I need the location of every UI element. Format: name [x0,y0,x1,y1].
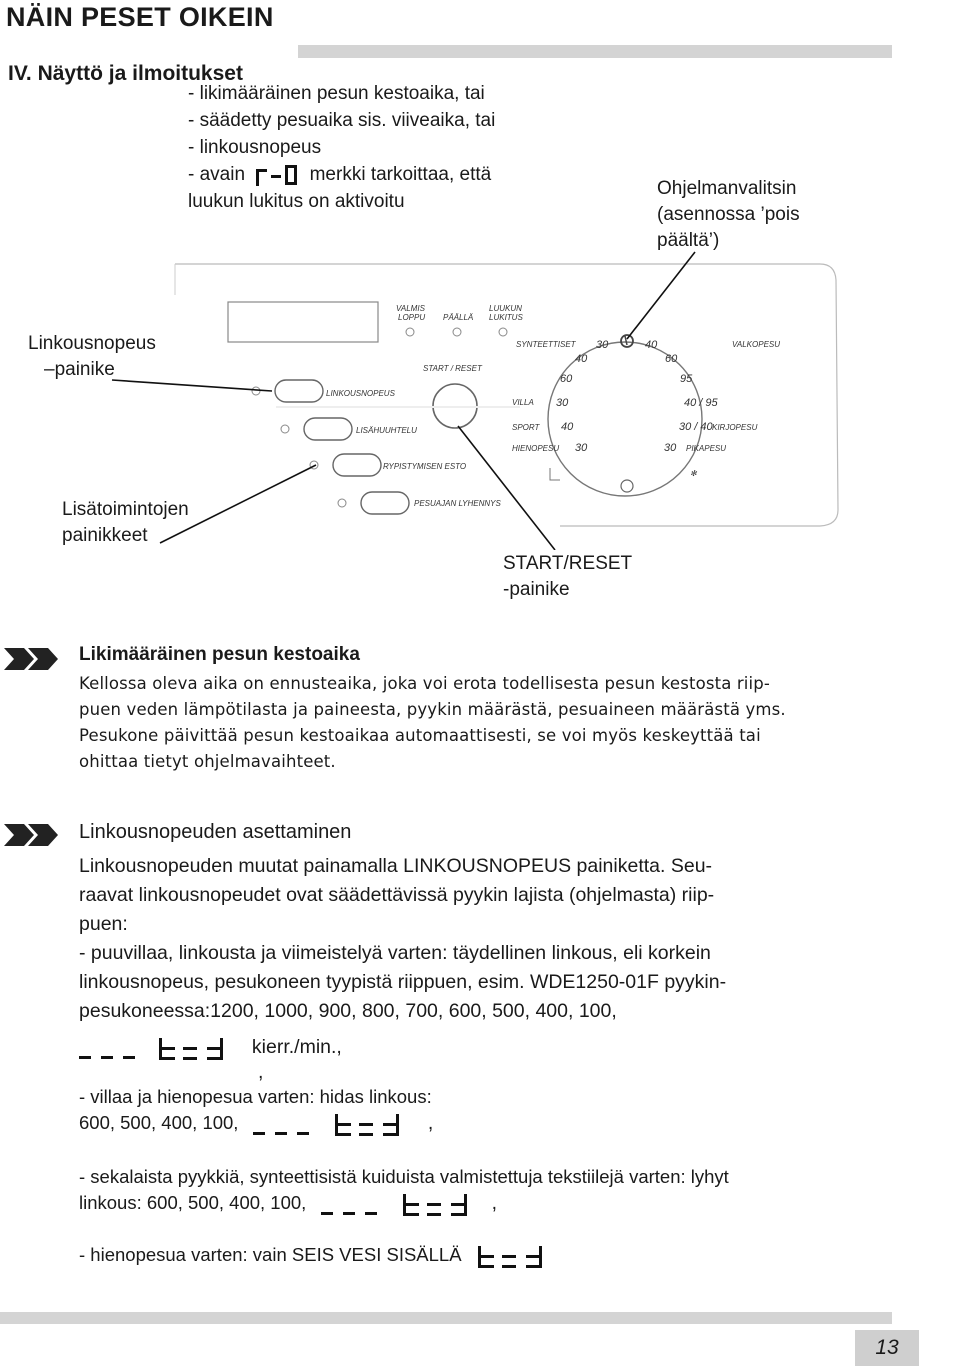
callout-text: painikkeet [62,525,148,546]
note-line: luukun lukitus on aktivoitu [188,191,405,212]
on-light [453,328,461,336]
spiral-icon [621,480,633,492]
svg-text:30 / 40: 30 / 40 [679,421,713,433]
callout-text: (asennossa ’pois [657,204,800,225]
label-villa: VILLA [512,398,534,407]
svg-text:30: 30 [596,339,609,351]
note-line: - likimääräinen pesun kestoaika, tai [188,83,485,104]
wool-speeds-row: 600, 500, 400, 100, , [79,1108,433,1138]
section2-body: Linkousnopeuden muutat painamalla LINKOUSNOPEUS painiketta. Seu- raavat linkousnopeudet ovat säädettävissä pyykin lajista (ohjelmasta) riip- puen: - puuvillaa, linkousta ja viimeistelyä varten: täydellinen linkous, eli korkein linkousnopeus, pesukoneen tyypistä riippuen, esim. WDE1250-01F pyykin- pesukoneessa:1200, 1000, 900, 800, 700, 600, 500, 400, 100, [79,855,727,1022]
control-panel [0,250,960,550]
snowflake-icon: ✻ [690,469,697,478]
svg-text:30: 30 [575,442,588,454]
label-valkopesu: VALKOPESU [732,340,781,349]
label-valmis: VALMIS [396,304,425,313]
callout-text: Linkousnopeus [28,333,156,354]
label-pikapesu: PIKAPESU [686,444,727,453]
callout-text: START/RESET [503,553,633,574]
header-rule [298,45,892,58]
spin-display-row: kierr./min., [79,1033,342,1063]
program-selector-dial[interactable] [548,342,702,496]
dash-display-icon [253,1113,315,1137]
callout-text: -painike [503,579,570,600]
label-rypistymisen-esto: RYPISTYMISEN ESTO [383,462,467,471]
svg-text:40 / 95: 40 / 95 [684,397,718,409]
ready-light [406,328,414,336]
svg-text:40: 40 [645,339,658,351]
svg-text:30: 30 [664,442,677,454]
arrow-icon [4,646,60,677]
label-hienopesu: HIENOPESU [512,444,560,453]
selector-callout [657,176,800,254]
svg-text:60: 60 [560,373,573,385]
label-kirjopesu: KIRJOPESU [712,423,758,432]
note-line [188,161,495,188]
label-lisahuuhtelu: LISÄHUUHTELU [356,426,417,435]
comma: , [258,1061,264,1083]
svg-text:40: 40 [575,353,588,365]
display-notes [188,80,495,215]
svg-text:30: 30 [556,397,569,409]
svg-text:40: 40 [561,421,574,433]
end-display-icon [401,1192,477,1218]
key-lock-icon [254,163,300,187]
end-display-icon [157,1036,233,1062]
arrow-icon [4,822,60,853]
section1-body: Kellossa oleva aika on ennusteaika, joka voi erota todellisesta pesun kestosta riip- puen veden lämpötilasta ja paineesta, pyykin määrästä, pesuaineen määrästä yms. Pesukone päivittää pesun kestoaikaa automaattisesti, se voi myös keskeyttää tai ohittaa tietyt ohjelmavaihteet. [79,674,786,771]
spin-speed-button[interactable] [275,380,323,402]
label-paalla: PÄÄLLÄ [443,313,474,322]
label-synteettiset: SYNTEETTISET [516,340,576,349]
label-linkousnopeus: LINKOUSNOPEUS [326,389,395,398]
extra-rinse-button[interactable] [304,418,352,440]
wool-line: - villaa ja hienopesua varten: hidas linkous: [79,1086,432,1107]
dash-display-icon [79,1037,141,1061]
section-subtitle: IV. Näyttö ja ilmoitukset [8,62,243,85]
synthetic-line: - sekalaista pyykkiä, synteettisistä kuiduista valmistettuja tekstiilejä varten: lyhyt [79,1166,729,1187]
note-text: merkki tarkoittaa, että [309,164,492,185]
end-display-icon [333,1112,409,1138]
label-pesuajan-lyhennys: PESUAJAN LYHENNYS [414,499,501,508]
note-line: - säädetty pesuaika sis. viiveaika, tai [188,110,496,131]
callout-text: päältä’) [657,230,720,251]
section1-heading: Likimääräinen pesun kestoaika [79,644,360,665]
callout-text: Lisätoimintojen [62,499,189,520]
page-title: NÄIN PESET OIKEIN [6,2,274,32]
svg-text:60: 60 [665,353,678,365]
label-luukun: LUUKUN [489,304,522,313]
start-callout [503,551,632,603]
note-line: - linkousnopeus [188,137,322,158]
end-display-icon [476,1244,552,1270]
note-text: - avain [188,164,246,185]
lock-light [499,328,507,336]
callout-text: Ohjelmanvalitsin [657,178,797,199]
footer-rule [0,1312,892,1324]
dash-display-icon [321,1193,383,1217]
label-lukitus: LUKITUS [489,313,523,322]
label-sport: SPORT [512,423,540,432]
label-loppu: LOPPU [398,313,426,322]
short-wash-button[interactable] [361,492,409,514]
label-start-reset: START / RESET [423,364,482,373]
page-number: 13 [855,1330,919,1366]
delicate-row: - hienopesua varten: vain SEIS VESI SISÄLLÄ [79,1240,552,1270]
display-window [228,302,378,342]
section2-heading: Linkousnopeuden asettaminen [79,821,352,843]
synthetic-speeds-row: linkous: 600, 500, 400, 100, , [79,1188,497,1218]
callout-text: –painike [44,359,115,380]
anti-crease-button[interactable] [333,454,381,476]
svg-text:95: 95 [680,373,693,385]
